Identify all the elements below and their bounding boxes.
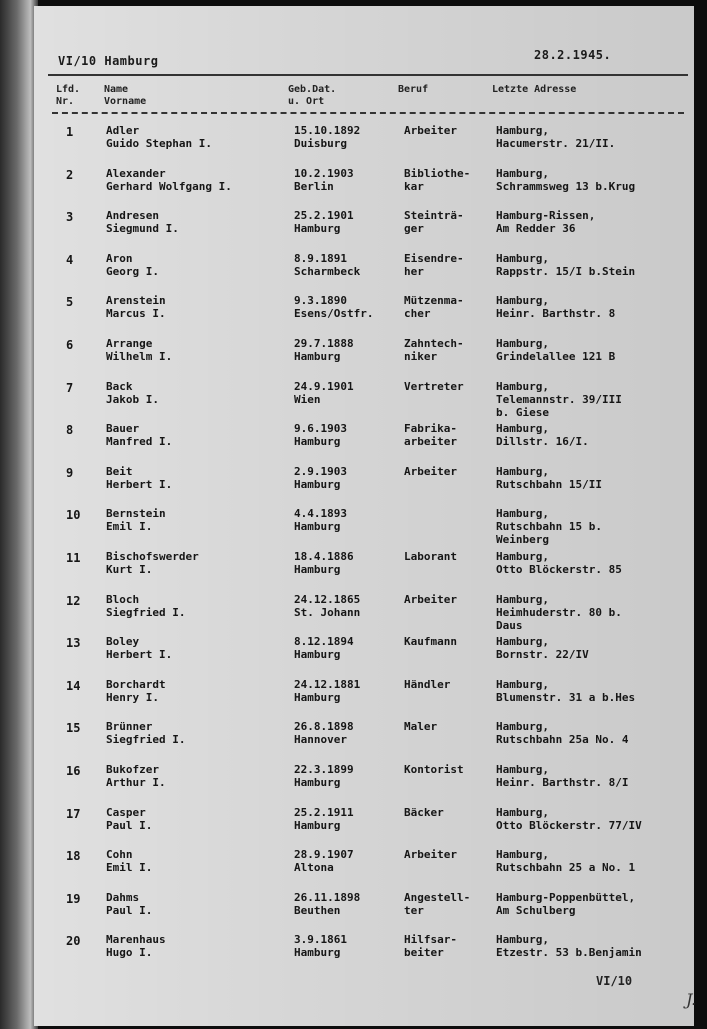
row-number: 2 (66, 167, 74, 182)
header-dashed-rule (52, 112, 684, 114)
birth-date-place: 26.8.1898 Hannover (294, 720, 354, 747)
birth-date-place: 25.2.1911 Hamburg (294, 805, 354, 832)
row-number: 4 (66, 252, 74, 267)
table-row (34, 806, 694, 850)
last-address: Hamburg, Rutschbahn 15 b. Weinberg (496, 507, 602, 547)
birth-date-place: 25.2.1901 Hamburg (294, 209, 354, 236)
table-row (34, 294, 694, 338)
person-name: Boley Herbert I. (106, 635, 173, 662)
last-address: Hamburg, Hacumerstr. 21/II. (496, 124, 616, 150)
row-number: 3 (66, 210, 74, 225)
occupation: Fabrika- arbeiter (404, 422, 457, 449)
birth-date-place: 3.9.1861 Hamburg (294, 933, 347, 960)
book-gutter-left-page (0, 0, 38, 1029)
footer-code: VI/10 (596, 974, 633, 988)
column-header-address: Letzte Adresse (492, 84, 577, 95)
row-number: 5 (66, 295, 74, 310)
document-page (34, 6, 697, 1026)
row-number: 12 (66, 593, 81, 608)
birth-date-place: 4.4.1893 Hamburg (294, 507, 347, 534)
last-address: Hamburg, Bornstr. 22/IV (496, 635, 589, 662)
occupation: Steinträ- ger (404, 209, 464, 236)
last-address: Hamburg, Blumenstr. 31 a b.Hes (496, 677, 636, 704)
row-number: 13 (66, 636, 81, 651)
last-address: Hamburg, Rappstr. 15/I b.Stein (496, 251, 636, 278)
table-row (34, 593, 694, 637)
page-title: VI/10 Hamburg (58, 54, 159, 68)
table-row (34, 763, 694, 807)
last-address: Hamburg, Schrammsweg 13 b.Krug (496, 166, 636, 193)
row-number: 19 (66, 891, 81, 906)
table-row (34, 422, 694, 466)
birth-date-place: 29.7.1888 Hamburg (294, 337, 354, 363)
document-date: 28.2.1945. (534, 48, 612, 62)
table-row (34, 550, 694, 594)
person-name: Alexander Gerhard Wolfgang I. (106, 166, 232, 193)
birth-date-place: 22.3.1899 Hamburg (294, 763, 354, 789)
last-address: Hamburg, Dillstr. 16/I. (496, 422, 589, 449)
birth-date-place: 24.12.1881 Hamburg (294, 677, 361, 704)
occupation: Maler (404, 720, 438, 734)
table-row (34, 507, 694, 551)
header-rule (48, 74, 688, 76)
birth-date-place: 24.9.1901 Wien (294, 379, 354, 406)
last-address: Hamburg, Otto Blöckerstr. 77/IV (496, 805, 642, 832)
last-address: Hamburg, Telemannstr. 39/III b. Giese (496, 379, 622, 419)
occupation: Mützenma- cher (404, 294, 464, 321)
person-name: Arrange Wilhelm I. (106, 337, 173, 363)
person-name: Aron Georg I. (106, 251, 159, 278)
person-name: Casper Paul I. (106, 805, 153, 832)
last-address: Hamburg-Rissen, Am Redder 36 (496, 209, 596, 236)
row-number: 8 (66, 423, 74, 438)
table-row (34, 252, 694, 296)
table-row (34, 167, 694, 211)
last-address: Hamburg, Heinr. Barthstr. 8 (496, 294, 616, 321)
handwritten-initial: J. (686, 990, 697, 1009)
last-address: Hamburg-Poppenbüttel, Am Schulberg (496, 890, 636, 917)
row-number: 18 (66, 849, 81, 864)
last-address: Hamburg, Heinr. Barthstr. 8/I (496, 763, 629, 789)
table-row (34, 124, 694, 168)
person-name: Bauer Manfred I. (106, 422, 173, 449)
table-row (34, 891, 694, 935)
row-number: 15 (66, 721, 81, 736)
birth-date-place: 15.10.1892 Duisburg (294, 124, 361, 150)
row-number: 6 (66, 338, 74, 352)
occupation: Eisendre- her (404, 251, 464, 278)
person-name: Bernstein Emil I. (106, 507, 166, 534)
person-name: Marenhaus Hugo I. (106, 933, 166, 960)
column-header-name: Name Vorname (104, 84, 147, 107)
birth-date-place: 18.4.1886 Hamburg (294, 550, 354, 576)
last-address: Hamburg, Rutschbahn 25 a No. 1 (496, 848, 636, 875)
row-number: 7 (66, 380, 74, 395)
person-name: Borchardt Henry I. (106, 677, 166, 704)
table-row (34, 465, 694, 509)
occupation: Hilfsar- beiter (404, 933, 457, 960)
table-row (34, 635, 694, 679)
person-name: Bukofzer Arthur I. (106, 763, 166, 789)
occupation: Bäcker (404, 805, 444, 819)
person-name: Cohn Emil I. (106, 848, 153, 875)
person-name: Arenstein Marcus I. (106, 294, 166, 321)
last-address: Hamburg, Heimhuderstr. 80 b. Daus (496, 592, 622, 632)
table-row (34, 848, 694, 892)
row-number: 16 (66, 764, 81, 778)
occupation: Händler (404, 677, 451, 691)
person-name: Brünner Siegfried I. (106, 720, 186, 747)
last-address: Hamburg, Etzestr. 53 b.Benjamin (496, 933, 642, 960)
occupation: Arbeiter (404, 124, 457, 137)
birth-date-place: 24.12.1865 St. Johann (294, 592, 361, 619)
last-address: Hamburg, Otto Blöckerstr. 85 (496, 550, 622, 576)
row-number: 14 (66, 678, 81, 693)
row-number: 10 (66, 508, 81, 523)
occupation: Arbeiter (404, 848, 457, 862)
occupation: Angestell- ter (404, 890, 471, 917)
person-name: Adler Guido Stephan I. (106, 124, 212, 150)
row-number: 11 (66, 551, 81, 565)
occupation: Vertreter (404, 379, 464, 393)
occupation: Zahntech- niker (404, 337, 464, 363)
birth-date-place: 9.3.1890 Esens/Ostfr. (294, 294, 374, 321)
birth-date-place: 9.6.1903 Hamburg (294, 422, 347, 449)
person-name: Bloch Siegfried I. (106, 592, 186, 619)
row-number: 20 (66, 934, 81, 949)
table-row (34, 933, 694, 977)
person-name: Back Jakob I. (106, 379, 159, 406)
table-row (34, 720, 694, 764)
occupation: Arbeiter (404, 592, 457, 606)
person-name: Andresen Siegmund I. (106, 209, 179, 236)
occupation: Laborant (404, 550, 457, 563)
table-row (34, 337, 694, 381)
column-header-nr: Lfd. Nr. (56, 84, 81, 107)
occupation: Kontorist (404, 763, 464, 776)
table-row (34, 380, 694, 424)
birth-date-place: 2.9.1903 Hamburg (294, 464, 347, 491)
occupation: Kaufmann (404, 635, 457, 649)
birth-date-place: 28.9.1907 Altona (294, 848, 354, 875)
occupation: Arbeiter (404, 464, 457, 478)
column-header-dob: Geb.Dat. u. Ort (288, 84, 337, 107)
birth-date-place: 8.12.1894 Hamburg (294, 635, 354, 662)
row-number: 1 (66, 125, 74, 139)
table-row (34, 678, 694, 722)
person-name: Beit Herbert I. (106, 464, 173, 491)
birth-date-place: 10.2.1903 Berlin (294, 166, 354, 193)
last-address: Hamburg, Rutschbahn 15/II (496, 464, 602, 491)
birth-date-place: 26.11.1898 Beuthen (294, 890, 361, 917)
table-row (34, 209, 694, 253)
person-name: Bischofswerder Kurt I. (106, 550, 199, 576)
person-name: Dahms Paul I. (106, 890, 153, 917)
row-number: 17 (66, 806, 81, 821)
occupation: Bibliothe- kar (404, 166, 471, 193)
row-number: 9 (66, 465, 74, 480)
column-header-job: Beruf (398, 84, 429, 95)
last-address: Hamburg, Rutschbahn 25a No. 4 (496, 720, 629, 747)
birth-date-place: 8.9.1891 Scharmbeck (294, 251, 361, 278)
last-address: Hamburg, Grindelallee 121 B (496, 337, 616, 363)
